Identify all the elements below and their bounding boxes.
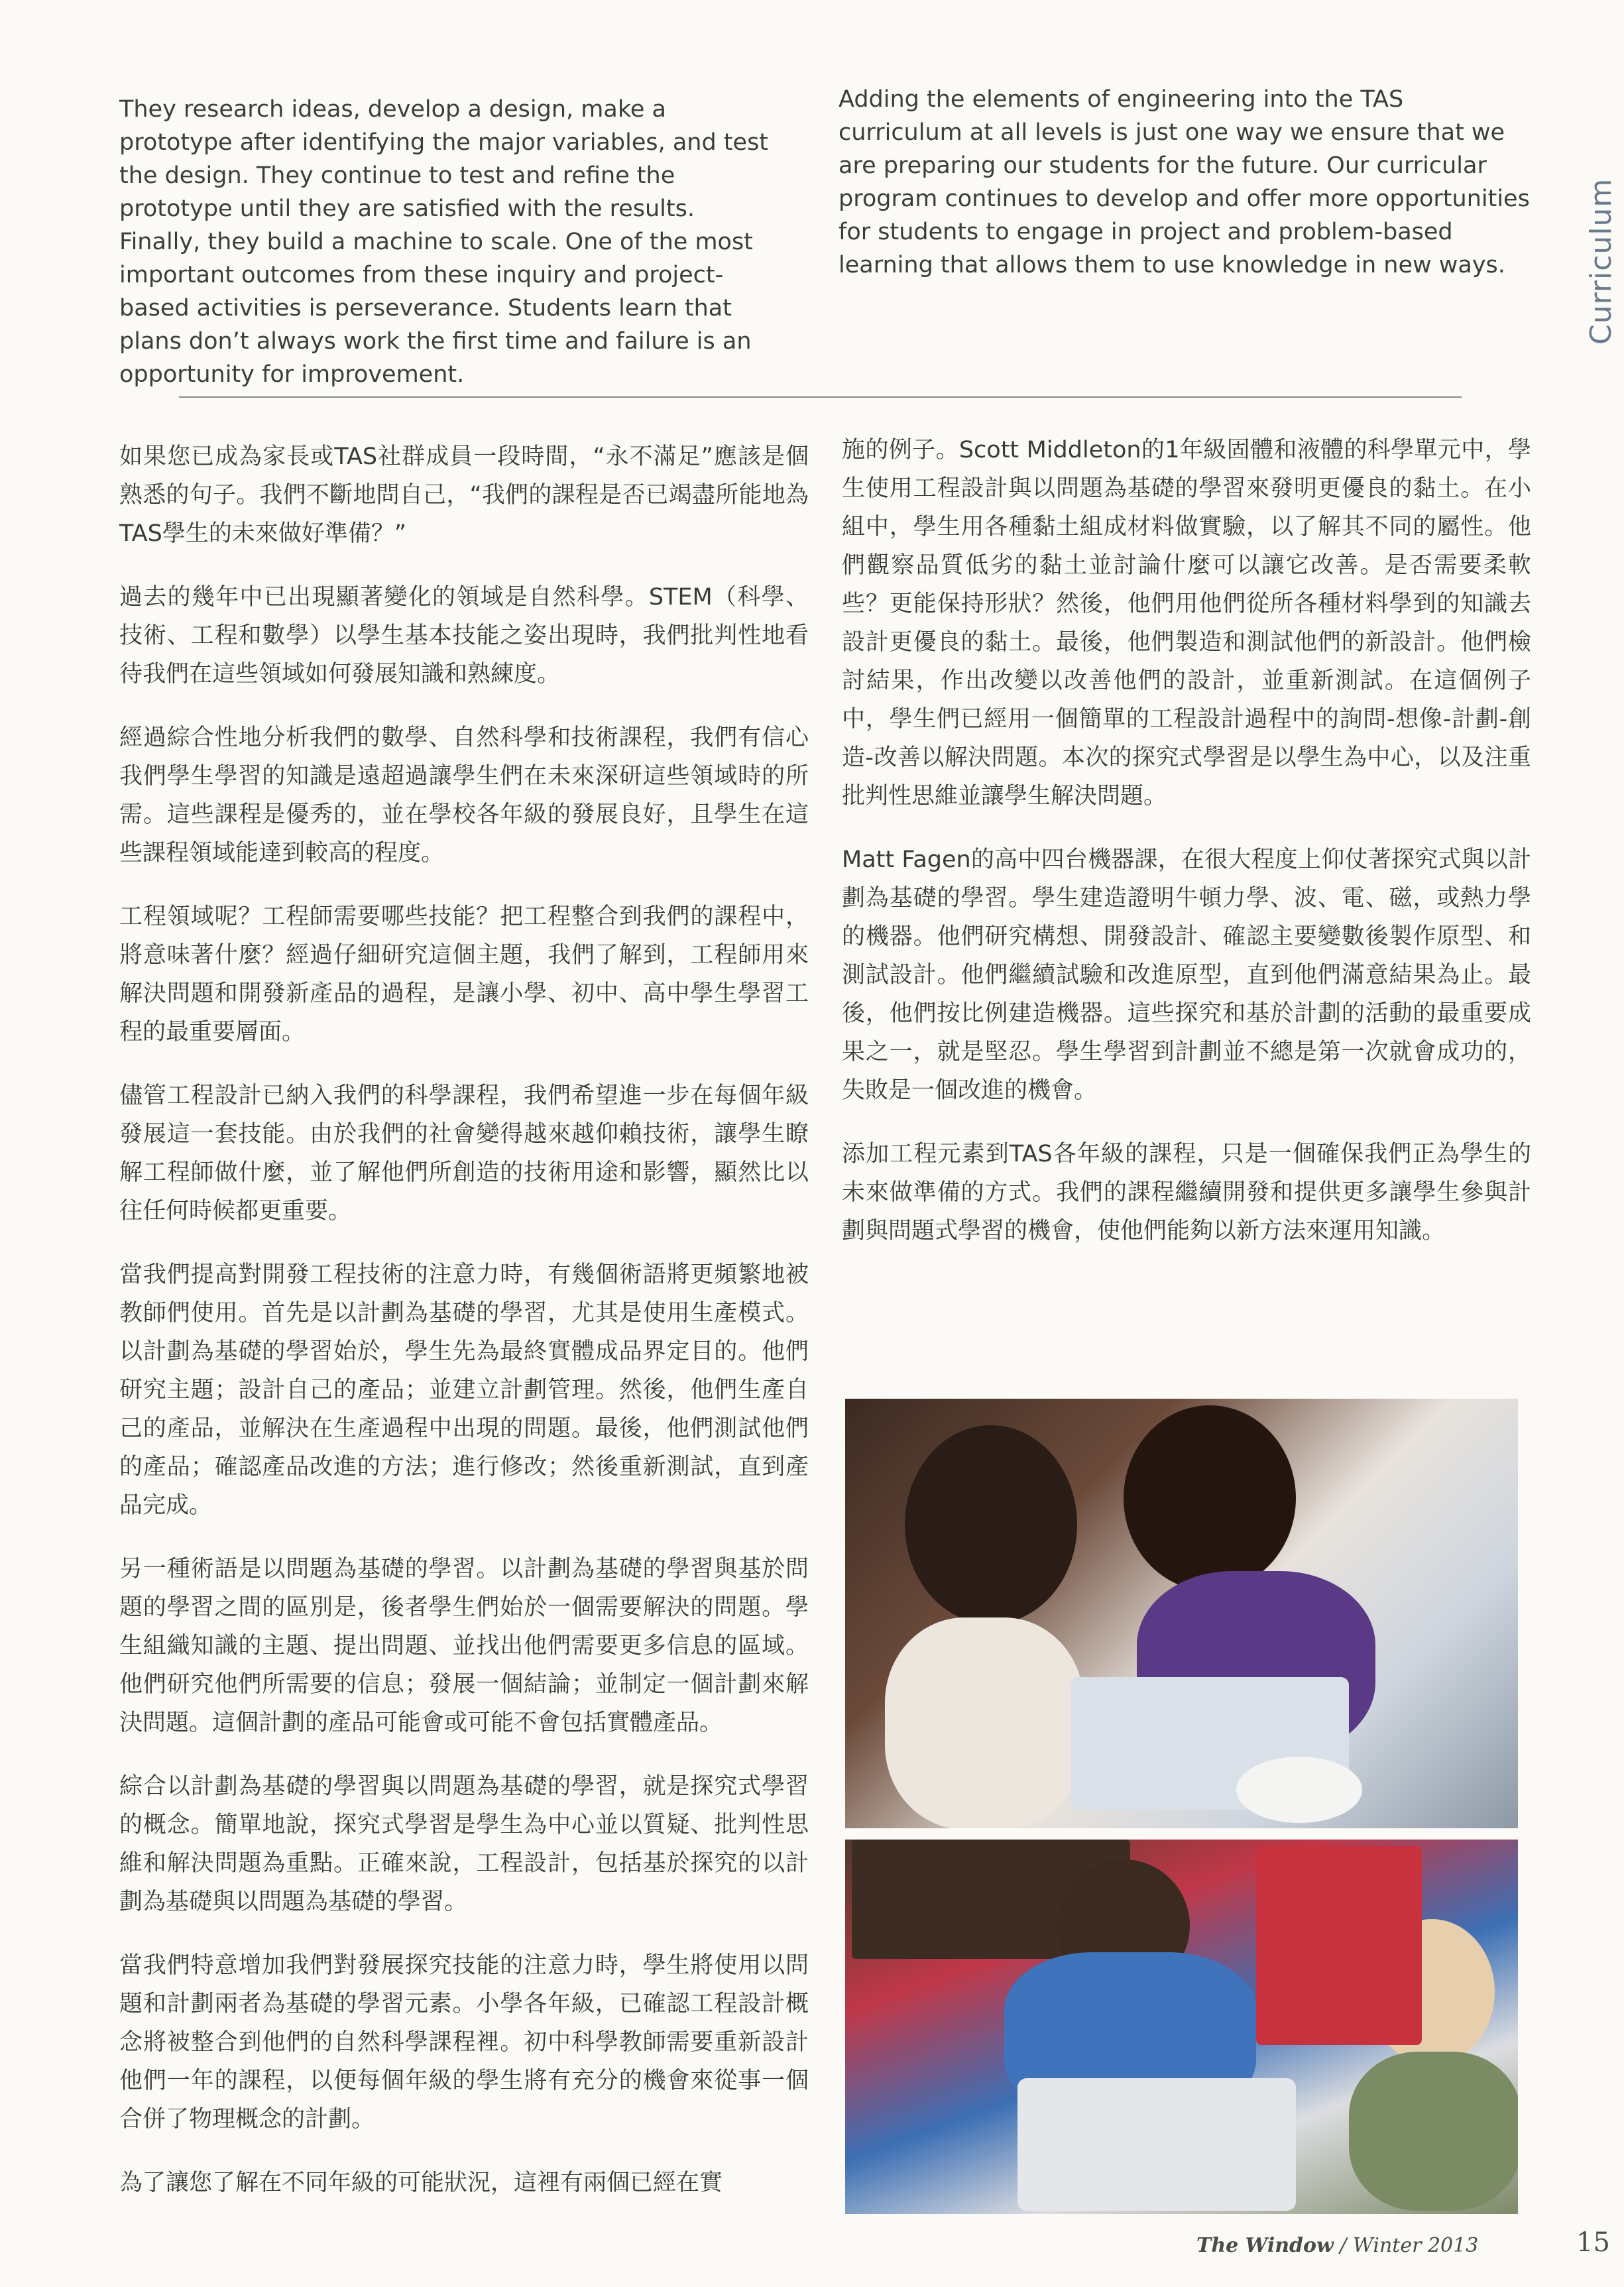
chinese-paragraph: 當我們提高對開發工程技術的注意力時，有幾個術語將更頻繁地被教師們使用。首先是以計劃為基礎的學習，尤其是使用生產模式。以計劃為基礎的學習始於，學生先為最終實體成品界定目的。他們研究主題；設計自己的產品；並建立計劃管理。然後，他們生產自己的產品，並解決在生產過程中出現的問題。最後，他們測試他們的產品；確認產品改進的方法；進行修改；然後重新測試，直到產品完成。 xyxy=(119,1261,809,1519)
chinese-paragraph: 工程領域呢？工程師需要哪些技能？把工程整合到我們的課程中，將意味著什麼？經過仔細研究這個主題，我們了解到，工程師用來解決問題和開發新產品的過程，是讓小學、初中、高中學生學習工程的最重要層面。 xyxy=(119,904,809,1045)
magazine-title: The Window xyxy=(1196,2234,1334,2257)
photo-figure xyxy=(905,1425,1077,1624)
page-number: 15 xyxy=(1576,2227,1610,2258)
photo-figure xyxy=(1256,1846,1422,2045)
page-footer xyxy=(1196,2234,1478,2257)
section-label: Curriculum xyxy=(1584,178,1618,345)
chinese-paragraph: 添加工程元素到TAS各年級的課程，只是一個確保我們正為學生的未來做準備的方式。我們的課程繼續開發和提供更多讓學生參與計劃與問題式學習的機會，使他們能夠以新方法來運用知識。 xyxy=(842,1141,1531,1244)
english-paragraph-left: They research ideas, develop a design, make a prototype after identifying the major variables, and test the design. They continue to test and refine the prototype until they are satisfied with the results. Finally, they build a machine to scale. One of the most important outcomes from these inquiry and project-based activities is perseverance. Students learn that plans don’t always work the first time and failure is an opportunity for improvement. xyxy=(119,96,769,388)
chinese-paragraph: Matt Fagen的高中四台機器課，在很大程度上仰仗著探究式與以計劃為基礎的學習。學生建造證明牛頓力學、波、電、磁，或熱力學的機器。他們研究構想、開發設計、確認主要變數後製作原型、和測試設計。他們繼續試驗和改進原型，直到他們滿意結果為止。最後，他們按比例建造機器。這些探究和基於計劃的活動的最重要成果之一，就是堅忍。學生學習到計劃並不總是第一次就會成功的，失敗是一個改進的機會。 xyxy=(842,847,1531,1104)
issue-label: Winter 2013 xyxy=(1353,2234,1479,2257)
photo-figure xyxy=(1349,2052,1518,2211)
section-divider xyxy=(179,396,1462,398)
chinese-paragraph: 另一種術語是以問題為基礎的學習。以計劃為基礎的學習與基於問題的學習之間的區別是，後者學生們始於一個需要解決的問題。學生組織知識的主題、提出問題、並找出他們需要更多信息的區域。他們研究他們所需要的信息；發展一個結論；並制定一個計劃來解決問題。這個計劃的產品可能會或可能不會包括實體產品。 xyxy=(119,1556,809,1736)
chinese-paragraph: 過去的幾年中已出現顯著變化的領域是自然科學。STEM（科學、技術、工程和數學）以學生基本技能之姿出現時，我們批判性地看待我們在這些領域如何發展知識和熟練度。 xyxy=(119,584,809,687)
chinese-paragraph: 儘管工程設計已納入我們的科學課程，我們希望進一步在每個年級發展這一套技能。由於我們的社會變得越來越仰賴技術，讓學生瞭解工程師做什麼，並了解他們所創造的技術用途和影響，顯然比以往任何時候都更重要。 xyxy=(119,1083,809,1224)
photo-figure xyxy=(1124,1405,1296,1591)
footer-separator: / xyxy=(1333,2234,1354,2257)
chinese-paragraph: 綜合以計劃為基礎的學習與以問題為基礎的學習，就是探究式學習的概念。簡單地說，探究式學習是學生為中心並以質疑、批判性思維和解決問題為重點。正確來說，工程設計，包括基於探究的以計劃為基礎與以問題為基礎的學習。 xyxy=(119,1773,809,1915)
chinese-paragraph: 為了讓您了解在不同年級的可能狀況，這裡有兩個已經在實 xyxy=(119,2170,723,2196)
classroom-photo-girls-experiment xyxy=(845,1399,1518,1828)
english-paragraph-right: Adding the elements of engineering into the TAS curriculum at all levels is just one way we ensure that we are preparing our students for the future. Our curricular program continues to develop and offer more opportunities for students to engage in project and problem-based learning that allows them to use knowledge in new ways. xyxy=(839,86,1530,278)
chinese-column-left xyxy=(119,438,809,2227)
chinese-paragraph: 如果您已成為家長或TAS社群成員一段時間，“永不滿足”應該是個熟悉的句子。我們不斷地問自己，“我們的課程是否已竭盡所能地為TAS學生的未來做好準備？” xyxy=(119,443,809,547)
photo-figure xyxy=(885,1617,1084,1828)
chinese-column-right xyxy=(842,431,1531,1275)
classroom-photo-kids-measuring xyxy=(845,1840,1518,2214)
chinese-paragraph: 施的例子。Scott Middleton的1年級固體和液體的科學單元中，學生使用工程設計與以問題為基礎的學習來發明更優良的黏土。在小組中，學生用各種黏土組成材料做實驗，以了解其不同的屬性。他們觀察品質低劣的黏土並討論什麼可以讓它改善。是否需要柔軟些？更能保持形狀？然後，他們用他們從所各種材料學到的知識去設計更優良的黏土。最後，他們製造和測試他們的新設計。他們檢討結果，作出改變以改善他們的設計，並重新測試。在這個例子中，學生們已經用一個簡單的工程設計過程中的詢問-想像-計劃-創造-改善以解決問題。本次的探究式學習是以學生為中心，以及注重批判性思維並讓學生解決問題。 xyxy=(842,437,1531,809)
chinese-paragraph: 經過綜合性地分析我們的數學、自然科學和技術課程，我們有信心我們學生學習的知識是遠超過讓學生們在未來深研這些領域時的所需。這些課程是優秀的，並在學校各年級的發展良好，且學生在這些課程領域能達到較高的程度。 xyxy=(119,725,809,866)
chinese-paragraph: 當我們特意增加我們對發展探究技能的注意力時，學生將使用以問題和計劃兩者為基礎的學習元素。小學各年級，已確認工程設計概念將被整合到他們的自然科學課程裡。初中科學教師需要重新設計他們一年的課程，以便每個年級的學生將有充分的機會來從事一個合併了物理概念的計劃。 xyxy=(119,1952,809,2133)
photo-figure xyxy=(1236,1757,1362,1823)
photo-figure xyxy=(1017,2078,1296,2211)
